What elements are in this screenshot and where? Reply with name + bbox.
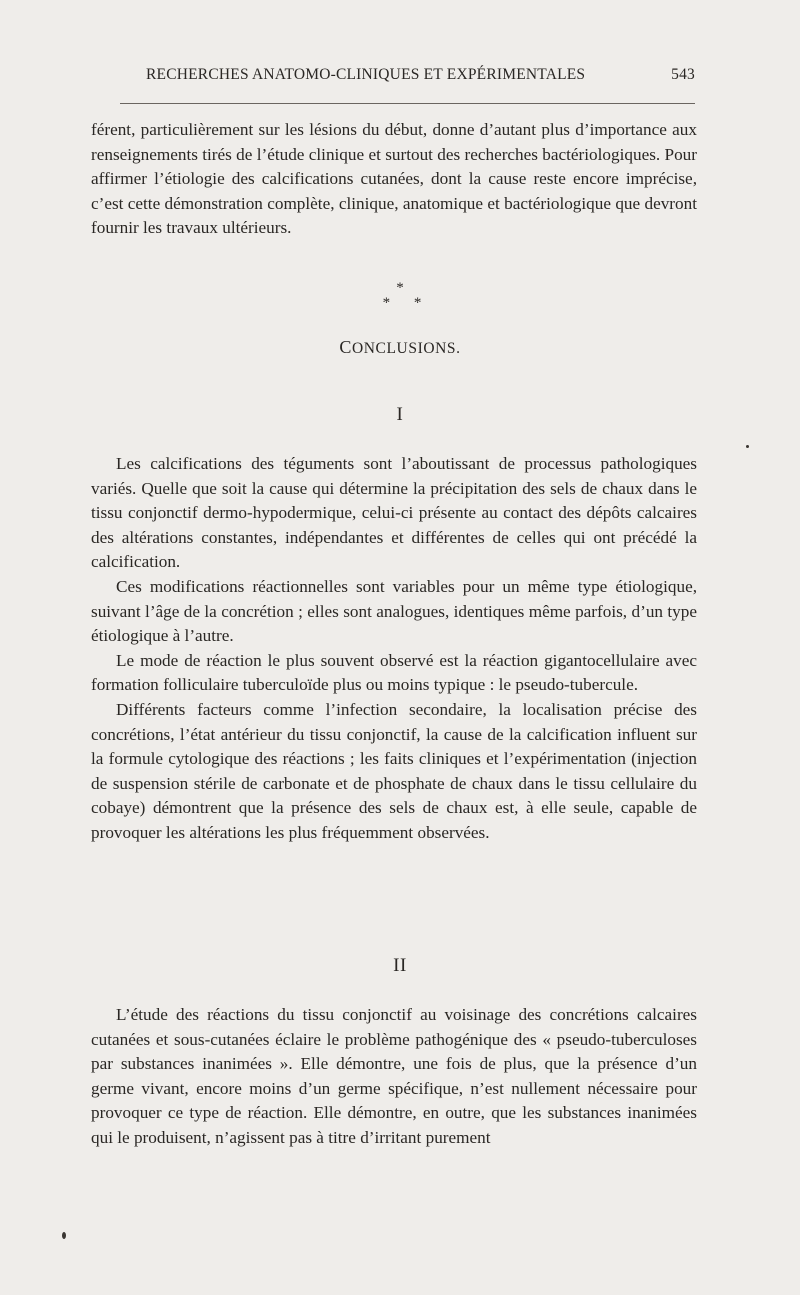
- section-i-text: [91, 452, 697, 846]
- paragraph: Ces modifications réactionnelles sont variables pour un même type étiologique, suivant l’âge de la concrétion ; elles sont analogues, identiques même parfois, d’un type étiologique à l’autre.: [91, 576, 697, 646]
- asterism-bottom: * *: [382, 295, 432, 311]
- section-heading-conclusions: [0, 337, 800, 358]
- asterism-top: *: [396, 280, 404, 296]
- paragraph: Le mode de réaction le plus souvent observé est la réaction gigantocellulaire avec formation folliculaire tuberculoïde plus ou moins typique : le pseudo-tubercule.: [91, 650, 697, 695]
- heading-initial: C: [339, 337, 352, 357]
- opening-paragraph-block: [91, 118, 697, 241]
- ink-speck: [62, 1232, 66, 1239]
- roman-numeral-i: I: [396, 404, 404, 425]
- paragraph: Différents facteurs comme l’infection secondaire, la localisation précise des concrétions, l’état antérieur du tissu conjonctif, la cause de la calcification influent sur la formule cytologique des réactions ; les faits cliniques et l’expérimentation (injection de suspension stérile de carbonate et de phosphate de chaux dans le tissu cellulaire du cobaye) démontrent que la présence des sels de chaux est, à elle seule, capable de provoquer les altérations les plus fréquemment observées.: [91, 699, 697, 842]
- page-number: 543: [671, 66, 695, 83]
- ink-speck: [746, 445, 749, 448]
- roman-numeral-ii: II: [393, 955, 407, 976]
- running-header: [120, 66, 695, 92]
- paragraph: L’étude des réactions du tissu conjonctif au voisinage des concrétions calcaires cutanées et sous-cutanées éclaire le problème pathogénique des « pseudo-tuberculoses par substances inanimées ». Elle démontre, une fois de plus, que la présence d’un germe vivant, encore moins d’un germe spécifique, n’est nullement nécessaire pour provoquer ce type de réaction. Elle démontre, en outre, que les substances inanimées qui le produisent, n’agissent pas à titre d’irritant purement: [91, 1005, 697, 1147]
- heading-rest: ONCLUSIONS.: [351, 340, 461, 357]
- header-rule: [120, 103, 695, 104]
- paragraph: Les calcifications des téguments sont l’aboutissant de processus pathologiques variés. Quelle que soit la cause qui détermine la précipitation des sels de chaux dans le tissu conjonctif dermo-hypodermique, celui-ci présente au contact des dépôts calcaires des altérations constantes, indépendantes et différentes de celles qui ont précédé la calcification.: [91, 454, 697, 572]
- section-ii-text: [91, 1003, 697, 1151]
- running-title: RECHERCHES ANATOMO-CLINIQUES ET EXPÉRIMENTALES: [146, 66, 586, 83]
- paragraph: férent, particulièrement sur les lésions du début, donne d’autant plus d’importance aux renseignements tirés de l’étude clinique et surtout des recherches bactériologiques. Pour affirmer l’étiologie des calcifications cutanées, dont la cause reste encore imprécise, c’est cette démonstration complète, clinique, anatomique et bactériologique que devront fournir les travaux ultérieurs.: [91, 120, 697, 238]
